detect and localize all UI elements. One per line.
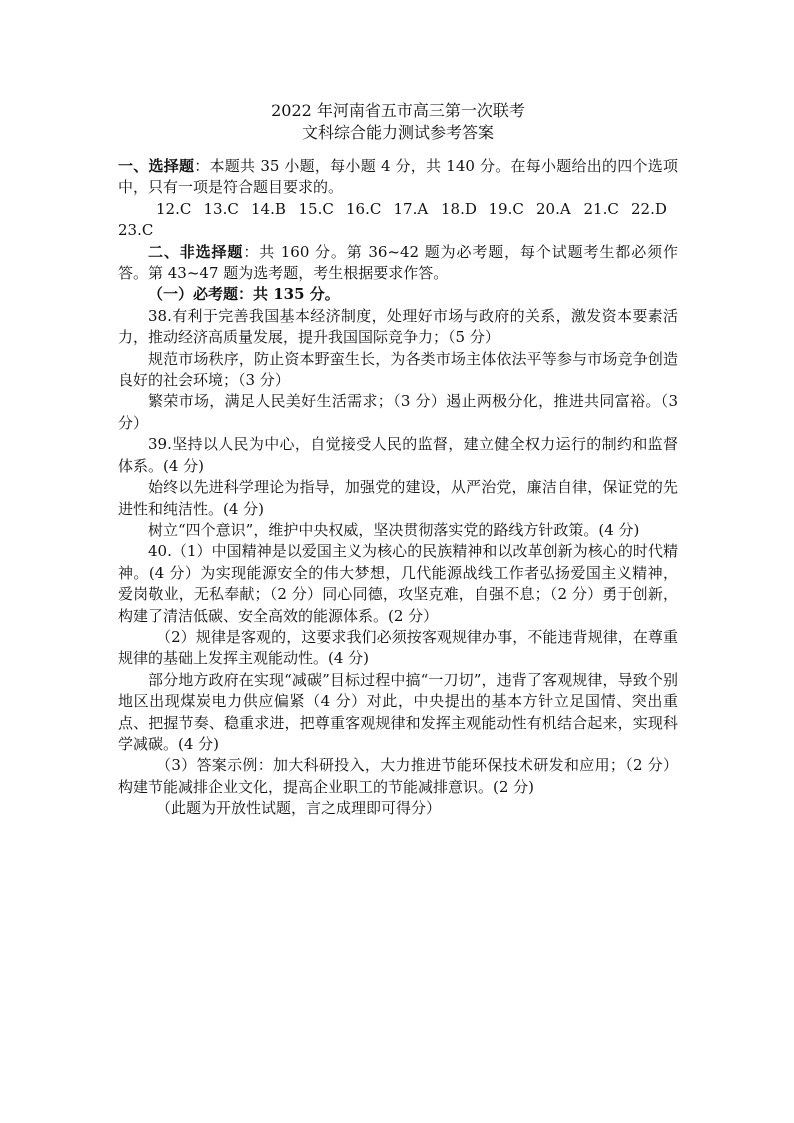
answer-paragraph: 40.（1）中国精神是以爱国主义为核心的民族精神和以改革创新为核心的时代精神。(4 分）为实现能源安全的伟大梦想，几代能源战线工作者弘扬爱国主义精神，爱岗敬业，无私奉献；（2 分）同心同德，攻坚克难，自强不息；（2 分）勇于创新，构建了清洁低碳、安全高效的能源体系。(2 分） (118, 542, 678, 625)
section1-text: ：本题共 35 小题，每小题 4 分，共 140 分。在每小题给出的四个选项中，只有一项是符合题目要求的。 (118, 157, 678, 197)
answer-paragraph: 繁荣市场，满足人民美好生活需求；（3 分）遏止两极分化，推进共同富裕。（3 分） (118, 392, 678, 432)
answer-paragraph: 始终以先进科学理论为指导，加强党的建设，从严治党，廉洁自律，保证党的先进性和纯洁性。(4 分) (118, 478, 678, 518)
answer-paragraph: 规范市场秩序，防止资本野蛮生长，为各类市场主体依法平等参与市场竞争创造良好的社会环境；（3 分） (118, 349, 678, 390)
answer-paragraph: 树立“四个意识”，维护中央权威，坚决贯彻落实党的路线方针政策。(4 分) (148, 520, 640, 539)
answer-paragraph: （3）答案示例：加大科研投入，大力推进节能环保技术研发和应用；（2 分）构建节能减排企业文化，提高企业职工的节能减排意识。(2 分) (118, 756, 678, 796)
document-page (118, 100, 678, 820)
document-subtitle: 文科综合能力测试参考答案 (301, 123, 494, 142)
document-title: 2022 年河南省五市高三第一次联考 (271, 101, 525, 120)
answer-item: 22.D (631, 199, 667, 218)
answer-item: 23.C (118, 221, 154, 240)
answer-item: 21.C (583, 199, 619, 218)
answer-item: 18.D (441, 199, 477, 218)
answer-item: 14.B (251, 199, 286, 218)
answer-paragraph: 部分地方政府在实现“减碳”目标过程中搞“一刀切”，违背了客观规律，导致个别地区出现煤炭电力供应偏紧（4 分）对此，中央提出的基本方针立足国情、突出重点、把握节奏、稳重求进，把尊重客观规律和发挥主观能动性有机结合起来，实现科学减碳。(4 分) (118, 670, 678, 753)
section2-text: ：共 160 分。第 36~42 题为必考题，每个试题考生都必须作答。第 43~47 题为选考题，考生根据要求作答。 (118, 242, 678, 283)
answer-paragraph: 38.有利于完善我国基本经济制度，处理好市场与政府的关系，激发资本要素活力，推动经济高质量发展，提升我国国际竞争力；（5 分） (118, 306, 678, 347)
title-block (118, 100, 678, 144)
answer-item: 12.C (156, 199, 192, 218)
section2-intro (118, 242, 678, 285)
answer-item: 19.C (488, 199, 524, 218)
answer-paragraph: （2）规律是客观的，这要求我们必须按客观规律办事，不能违背规律，在尊重规律的基础上发挥主观能动性。(4 分) (118, 627, 678, 668)
answer-item: 15.C (298, 199, 334, 218)
answer-paragraph: 39.坚持以人民为中心，自觉接受人民的监督，建立健全权力运行的制约和监督体系。(4 分) (118, 435, 678, 475)
answer-item: 20.A (536, 199, 571, 218)
answer-item: 16.C (346, 199, 382, 218)
answer-key-list (118, 199, 678, 242)
section2-subheading: （一）必考题：共 135 分。 (148, 285, 340, 304)
section1-intro (118, 156, 678, 199)
answer-paragraph: （此题为开放性试题，言之成理即可得分） (156, 799, 442, 818)
section1-heading: 一、选择题 (118, 157, 195, 175)
answer-item: 13.C (203, 199, 239, 218)
section2-heading: 二、非选择题 (148, 242, 244, 261)
answer-item: 17.A (393, 199, 429, 218)
